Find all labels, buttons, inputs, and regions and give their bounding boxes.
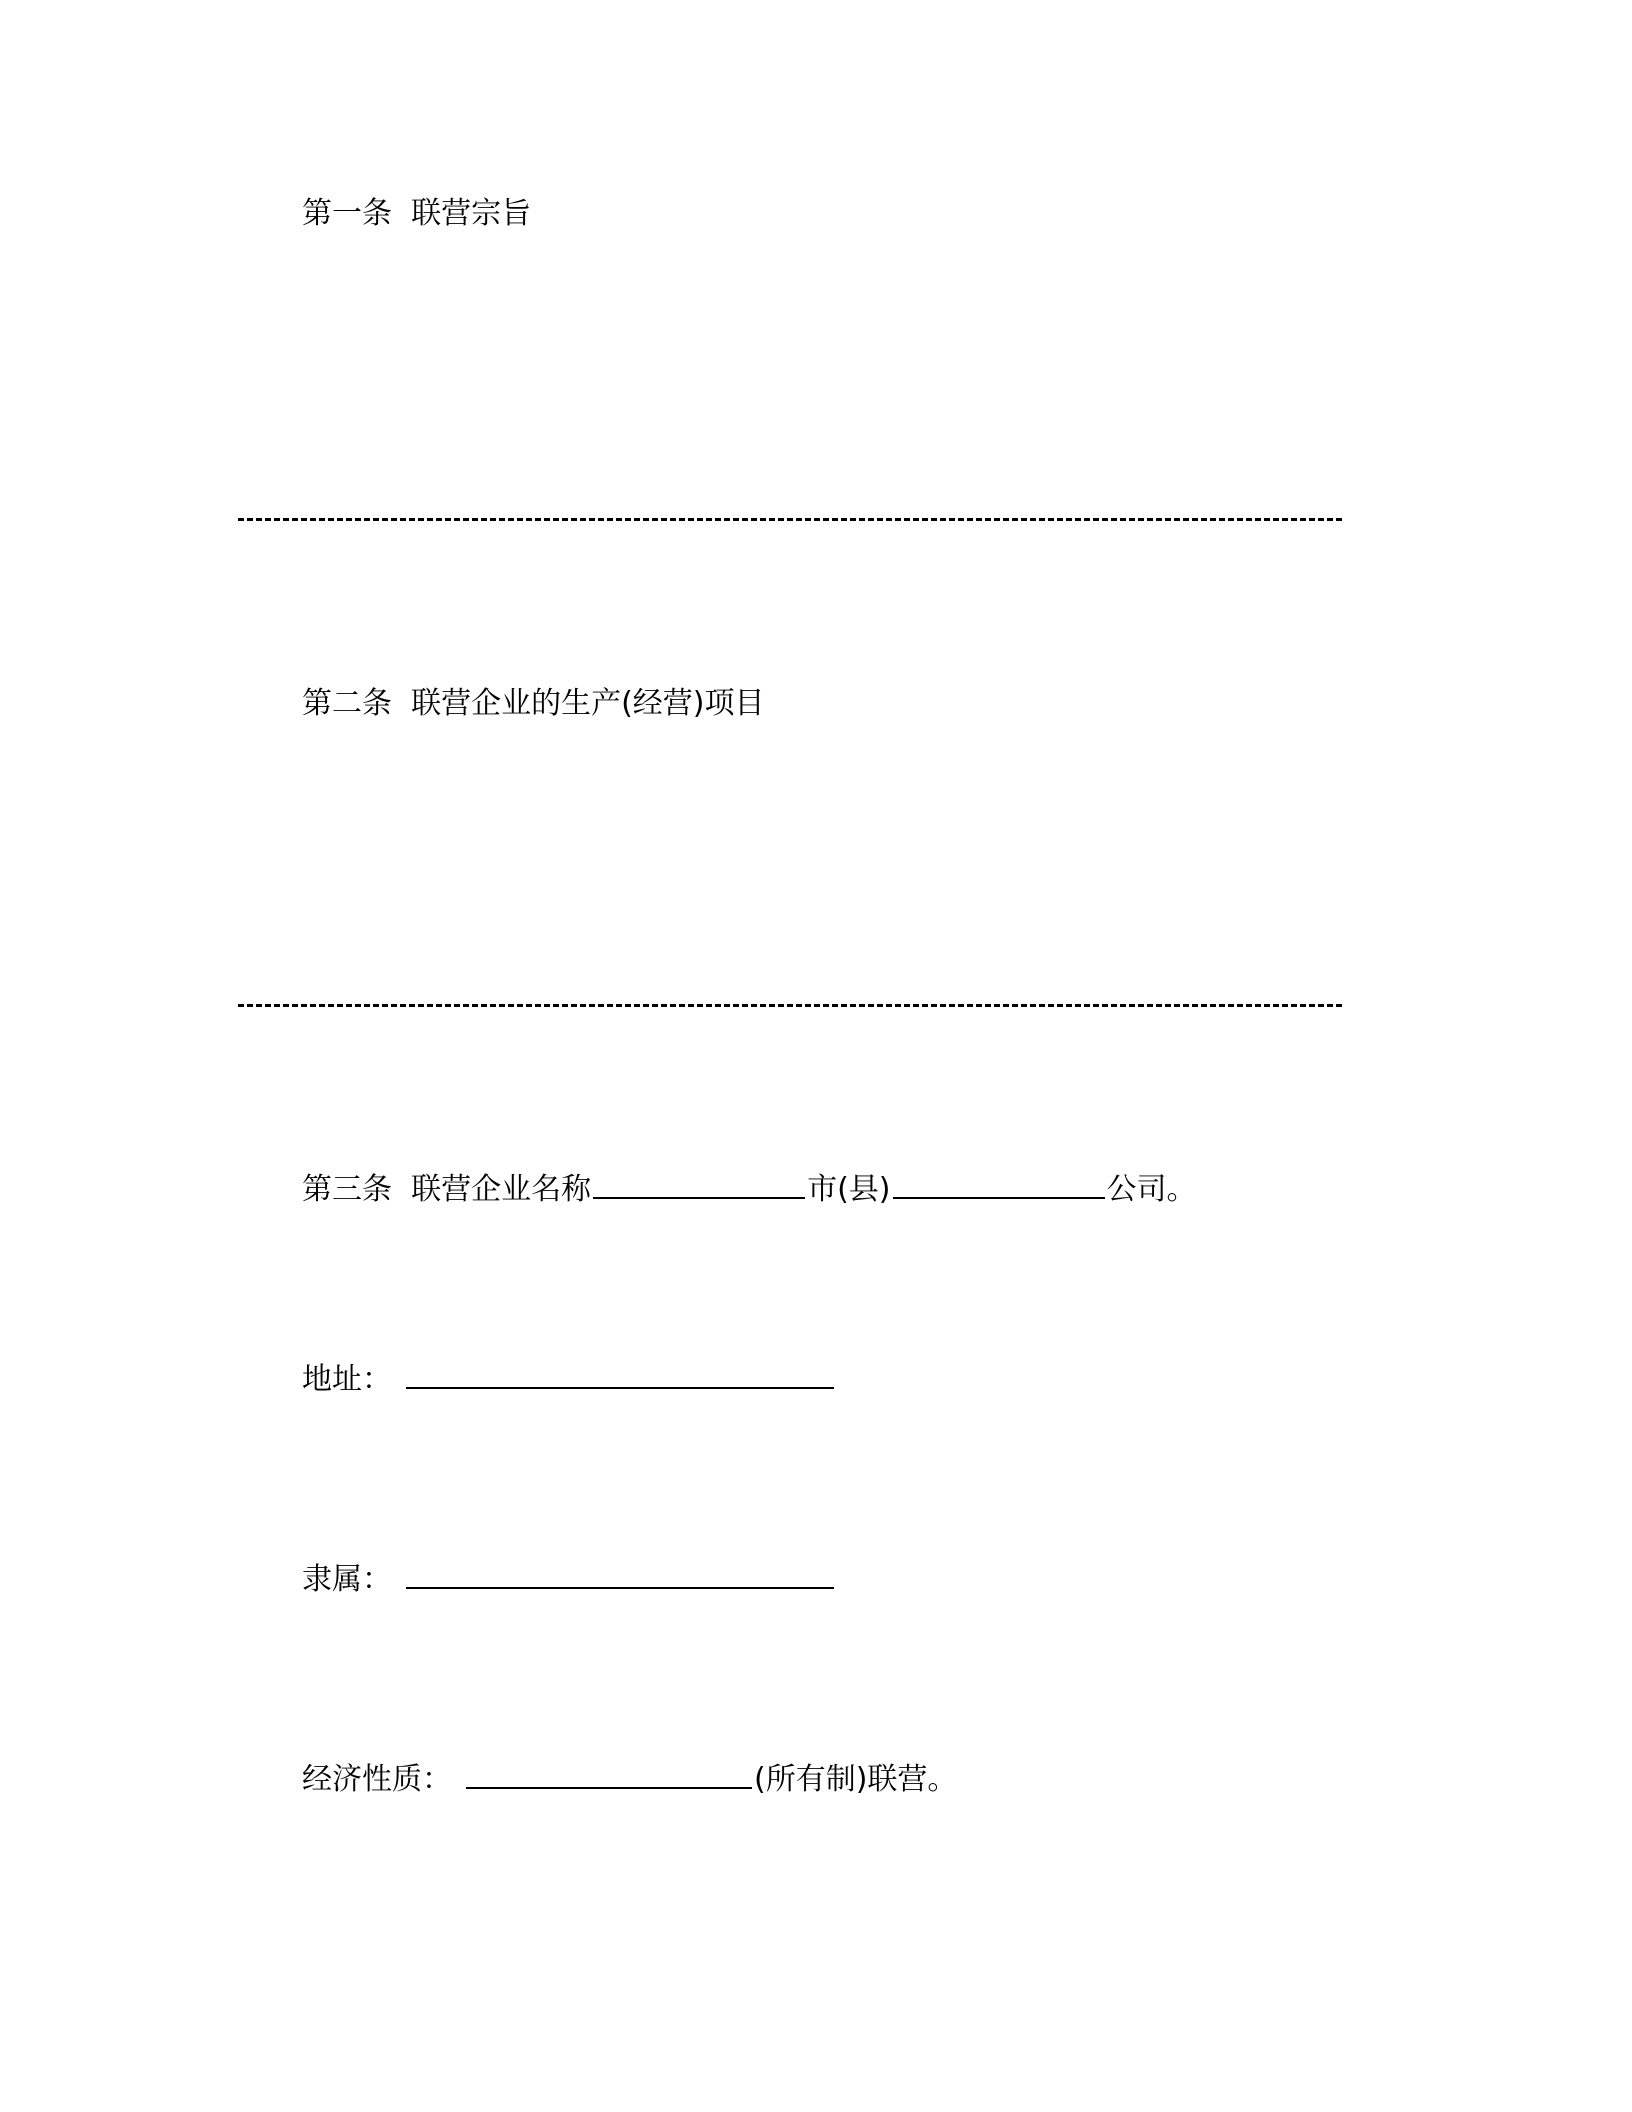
article-2-title: 联营企业的生产(经营)项目	[411, 686, 765, 721]
address-line	[302, 1360, 836, 1400]
article-1-label: 第一条	[302, 196, 392, 231]
affiliation-blank	[406, 1561, 834, 1589]
article-1-fill-line	[238, 518, 1342, 521]
economic-nature-line	[302, 1760, 957, 1800]
article-3-suffix: 公司。	[1106, 1172, 1197, 1207]
article-2-heading	[302, 684, 765, 724]
address-blank	[406, 1361, 834, 1389]
affiliation-line	[302, 1560, 836, 1600]
economic-nature-suffix: (所有制)联营。	[754, 1762, 958, 1797]
article-1-title: 联营宗旨	[411, 196, 532, 231]
article-3-heading	[302, 1170, 1197, 1210]
article-2-fill-line	[238, 1004, 1342, 1007]
company-name-blank	[893, 1171, 1105, 1199]
article-3-middle: 市(县)	[807, 1172, 891, 1207]
economic-nature-label: 经济性质：	[302, 1762, 452, 1797]
economic-nature-blank	[466, 1761, 752, 1789]
city-name-blank	[593, 1171, 805, 1199]
article-3-prefix: 联营企业名称	[411, 1172, 592, 1207]
article-3-label: 第三条	[302, 1172, 392, 1207]
affiliation-label: 隶属：	[302, 1562, 392, 1597]
article-1-heading	[302, 194, 531, 234]
address-label: 地址：	[302, 1362, 392, 1397]
article-2-label: 第二条	[302, 686, 392, 721]
